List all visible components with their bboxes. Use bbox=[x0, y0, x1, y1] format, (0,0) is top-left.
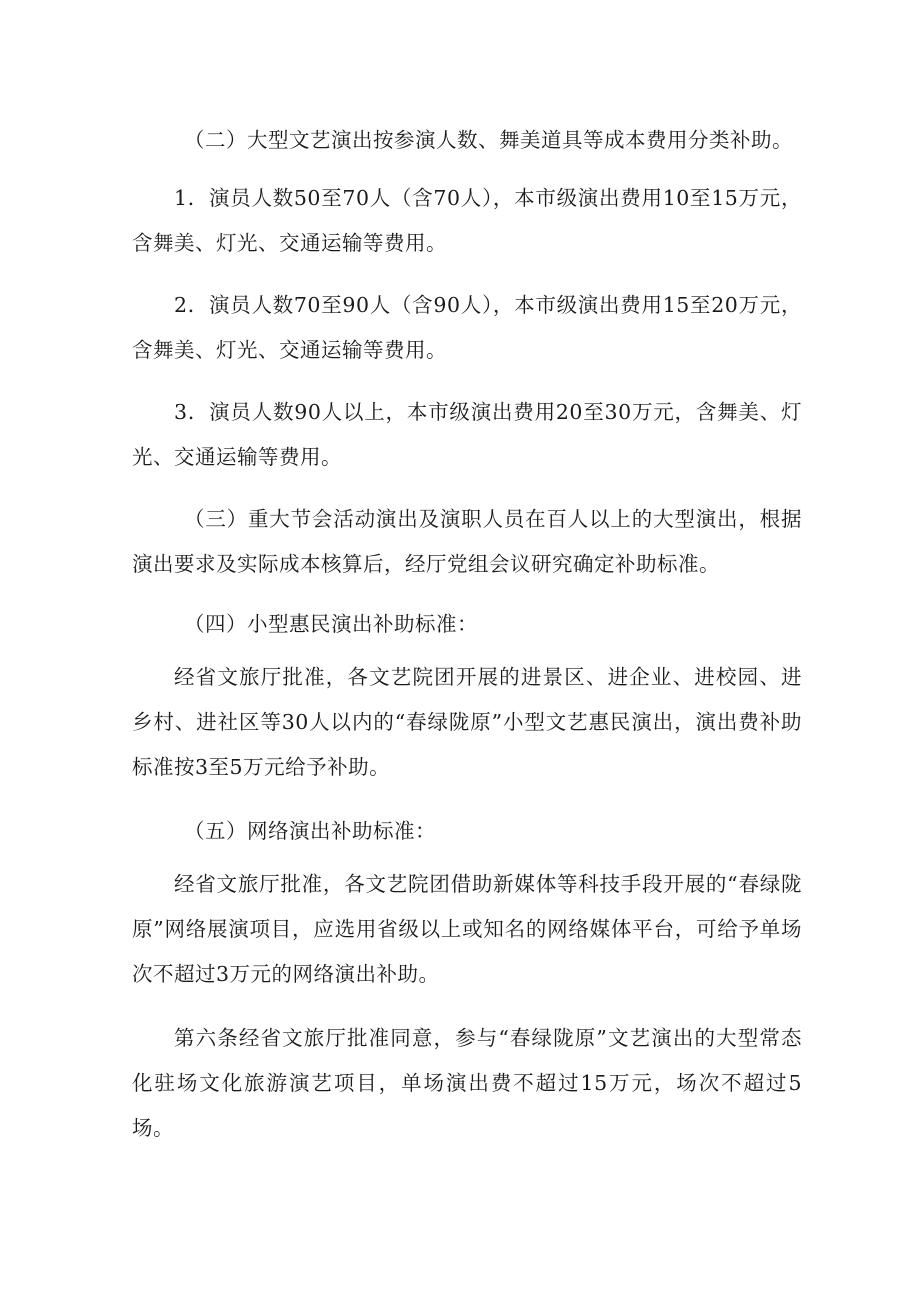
paragraph-section-4-body: 经省文旅厅批准，各文艺院团开展的进景区、进企业、进校园、进乡村、进社区等30人以内的“春绿陇原”小型文艺惠民演出，演出费补助标准按3至5万元给予补助。 bbox=[132, 665, 802, 779]
paragraph-section-2: （二）大型文艺演出按参演人数、舞美道具等成本费用分类补助。 bbox=[184, 128, 793, 152]
paragraph-item-1: 1．演员人数50至70人（含70人），本市级演出费用10至15万元，含舞美、灯光、交通运输等费用。 bbox=[132, 186, 802, 255]
paragraph-section-5-body: 经省文旅厅批准，各文艺院团借助新媒体等科技手段开展的“春绿陇原”网络展演项目，应选用省级以上或知名的网络媒体平台，可给予单场次不超过3万元的网络演出补助。 bbox=[132, 872, 802, 986]
paragraph-section-5: （五）网络演出补助标准： bbox=[184, 819, 436, 843]
paragraph-section-3: （三）重大节会活动演出及演职人员在百人以上的大型演出，根据演出要求及实际成本核算后，经厅党组会议研究确定补助标准。 bbox=[132, 507, 802, 576]
paragraph-item-2: 2．演员人数70至90人（含90人），本市级演出费用15至20万元，含舞美、灯光、交通运输等费用。 bbox=[132, 293, 802, 362]
paragraph-article-6: 第六条经省文旅厅批准同意，参与“春绿陇原”文艺演出的大型常态化驻场文化旅游演艺项目，单场演出费不超过15万元，场次不超过5场。 bbox=[132, 1026, 802, 1140]
paragraph-section-4: （四）小型惠民演出补助标准： bbox=[184, 612, 478, 636]
paragraph-item-3: 3．演员人数90人以上，本市级演出费用20至30万元，含舞美、灯光、交通运输等费用。 bbox=[132, 400, 802, 469]
